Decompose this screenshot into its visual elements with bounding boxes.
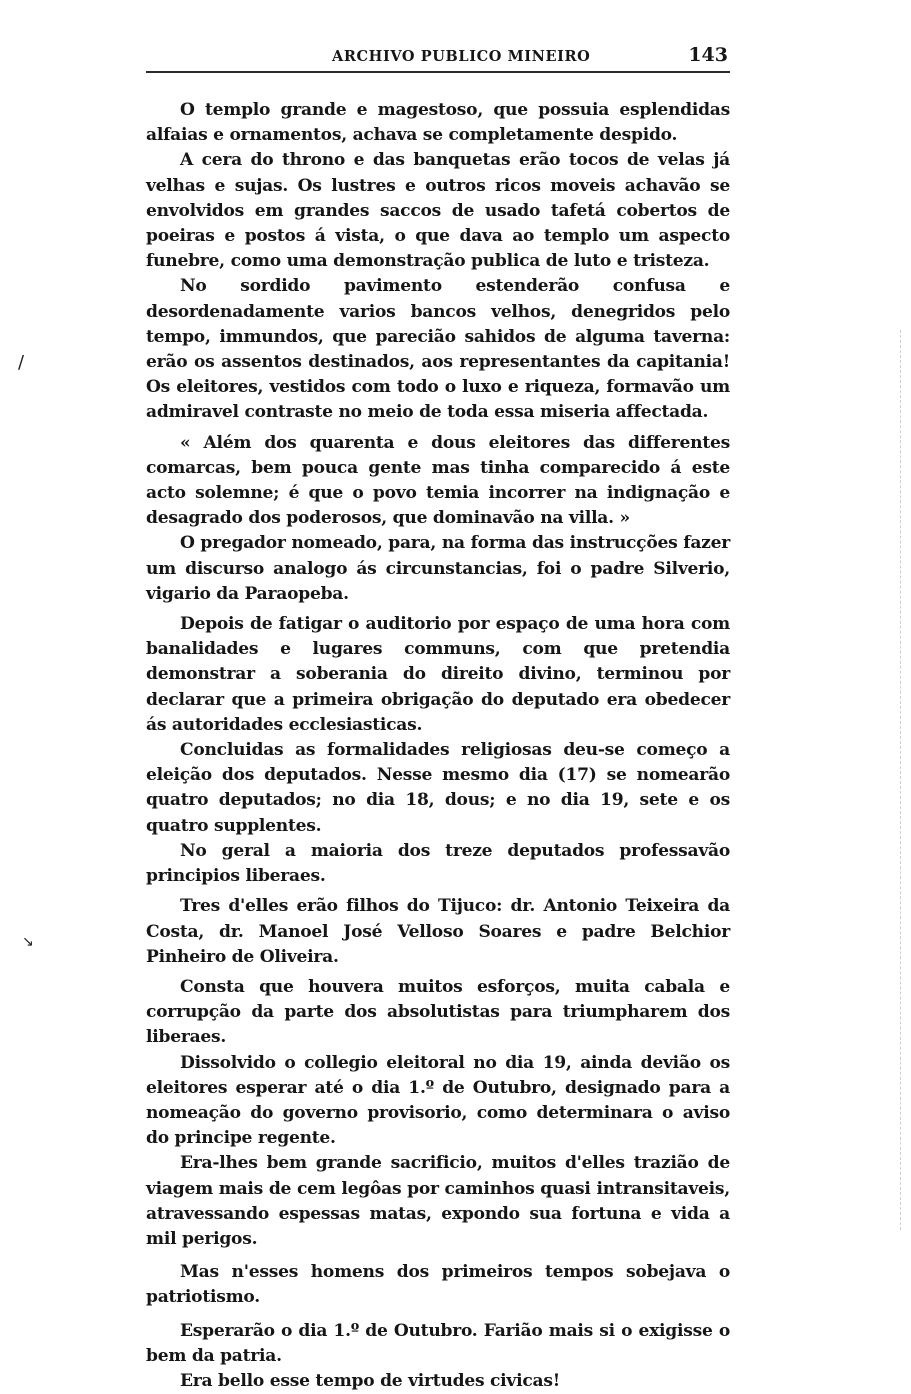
paragraph: O pregador nomeado, para, na forma das instrucções fazer um discurso analogo ás circunstancias, foi o padre Silverio, vigario da Paraopeba. [146,533,730,604]
paragraph: Tres d'elles erão filhos do Tijuco: dr. Antonio Teixeira da Costa, dr. Manoel José Velloso Soares e padre Belchior Pinheiro de Oliveira. [146,896,730,967]
paragraph: A cera do throno e das banquetas erão tocos de velas já velhas e sujas. Os lustres e outros ricos moveis achavão se envolvidos em grandes saccos de usado tafetá cobertos de poeiras e postos á vista, o que dava ao templo um aspecto funebre, como uma demonstração publica de luto e tristeza. [146,150,730,272]
page-number: 143 [688,44,728,66]
body-text [146,98,730,1394]
paragraph: Mas n'esses homens dos primeiros tempos sobejava o patriotismo. [146,1262,730,1308]
paragraph: Consta que houvera muitos esforços, muita cabala e corrupção da parte dos absolutistas para triumpharem dos liberaes. [146,976,730,1048]
header-rule [146,71,730,73]
paragraph: No sordido pavimento estenderão confusa e desordenadamente varios bancos velhos, denegridos pelo tempo, immundos, que parecião sahidos de alguma taverna: erão os assentos destinados, aos representantes da capitania! Os eleitores, vestidos com todo o luxo e riqueza, formavão um admiravel contraste no meio de toda essa miseria affectada. [146,276,730,423]
paragraph: No geral a maioria dos treze deputados professavão principios liberaes. [146,840,730,887]
paragraph: Era-lhes bem grande sacrificio, muitos d'elles trazião de viagem mais de cem legôas por caminhos quasi intransitaveis, atravessando espessas matas, expondo sua fortuna e vida a mil perigos. [146,1153,730,1249]
paragraph: Concluidas as formalidades religiosas deu-se começo a eleição dos deputados. Nesse mesmo dia (17) se nomearão quatro deputados; no dia 18, dous; e no dia 19, sete e os quatro supplentes. [146,740,730,836]
running-title: ARCHIVO PUBLICO MINEIRO [332,48,591,65]
paragraph: Esperarão o dia 1.º de Outubro. Farião mais si o exigisse o bem da patria. [146,1320,730,1366]
margin-stroke-mark: / [18,352,25,373]
paragraph: Dissolvido o collegio eleitoral no dia 19, ainda devião os eleitores esperar até o dia 1.º de Outubro, designado para a nomeação do governo provisorio, como determinara o aviso do principe regente. [146,1052,730,1149]
page-edge-line [900,330,902,1230]
paragraph: Depois de fatigar o auditorio por espaço de uma hora com banalidades e lugares communs, com que pretendia demonstrar a soberania do direito divino, terminou por declarar que a primeira obrigação do deputado era obedecer ás autoridades ecclesiasticas. [146,614,730,735]
margin-stroke-mark: ↘ [22,934,34,950]
page-header [146,40,732,72]
paragraph: O templo grande e magestoso, que possuia esplendidas alfaias e ornamentos, achava se completamente despido. [146,100,730,146]
paragraph: « Além dos quarenta e dous eleitores das differentes comarcas, bem pouca gente mas tinha comparecido á este acto solemne; é que o povo temia incorrer na indignação e desagrado dos poderosos, que dominavão na villa. » [146,432,730,529]
paragraph: Era bello esse tempo de virtudes civicas! [180,1370,560,1391]
